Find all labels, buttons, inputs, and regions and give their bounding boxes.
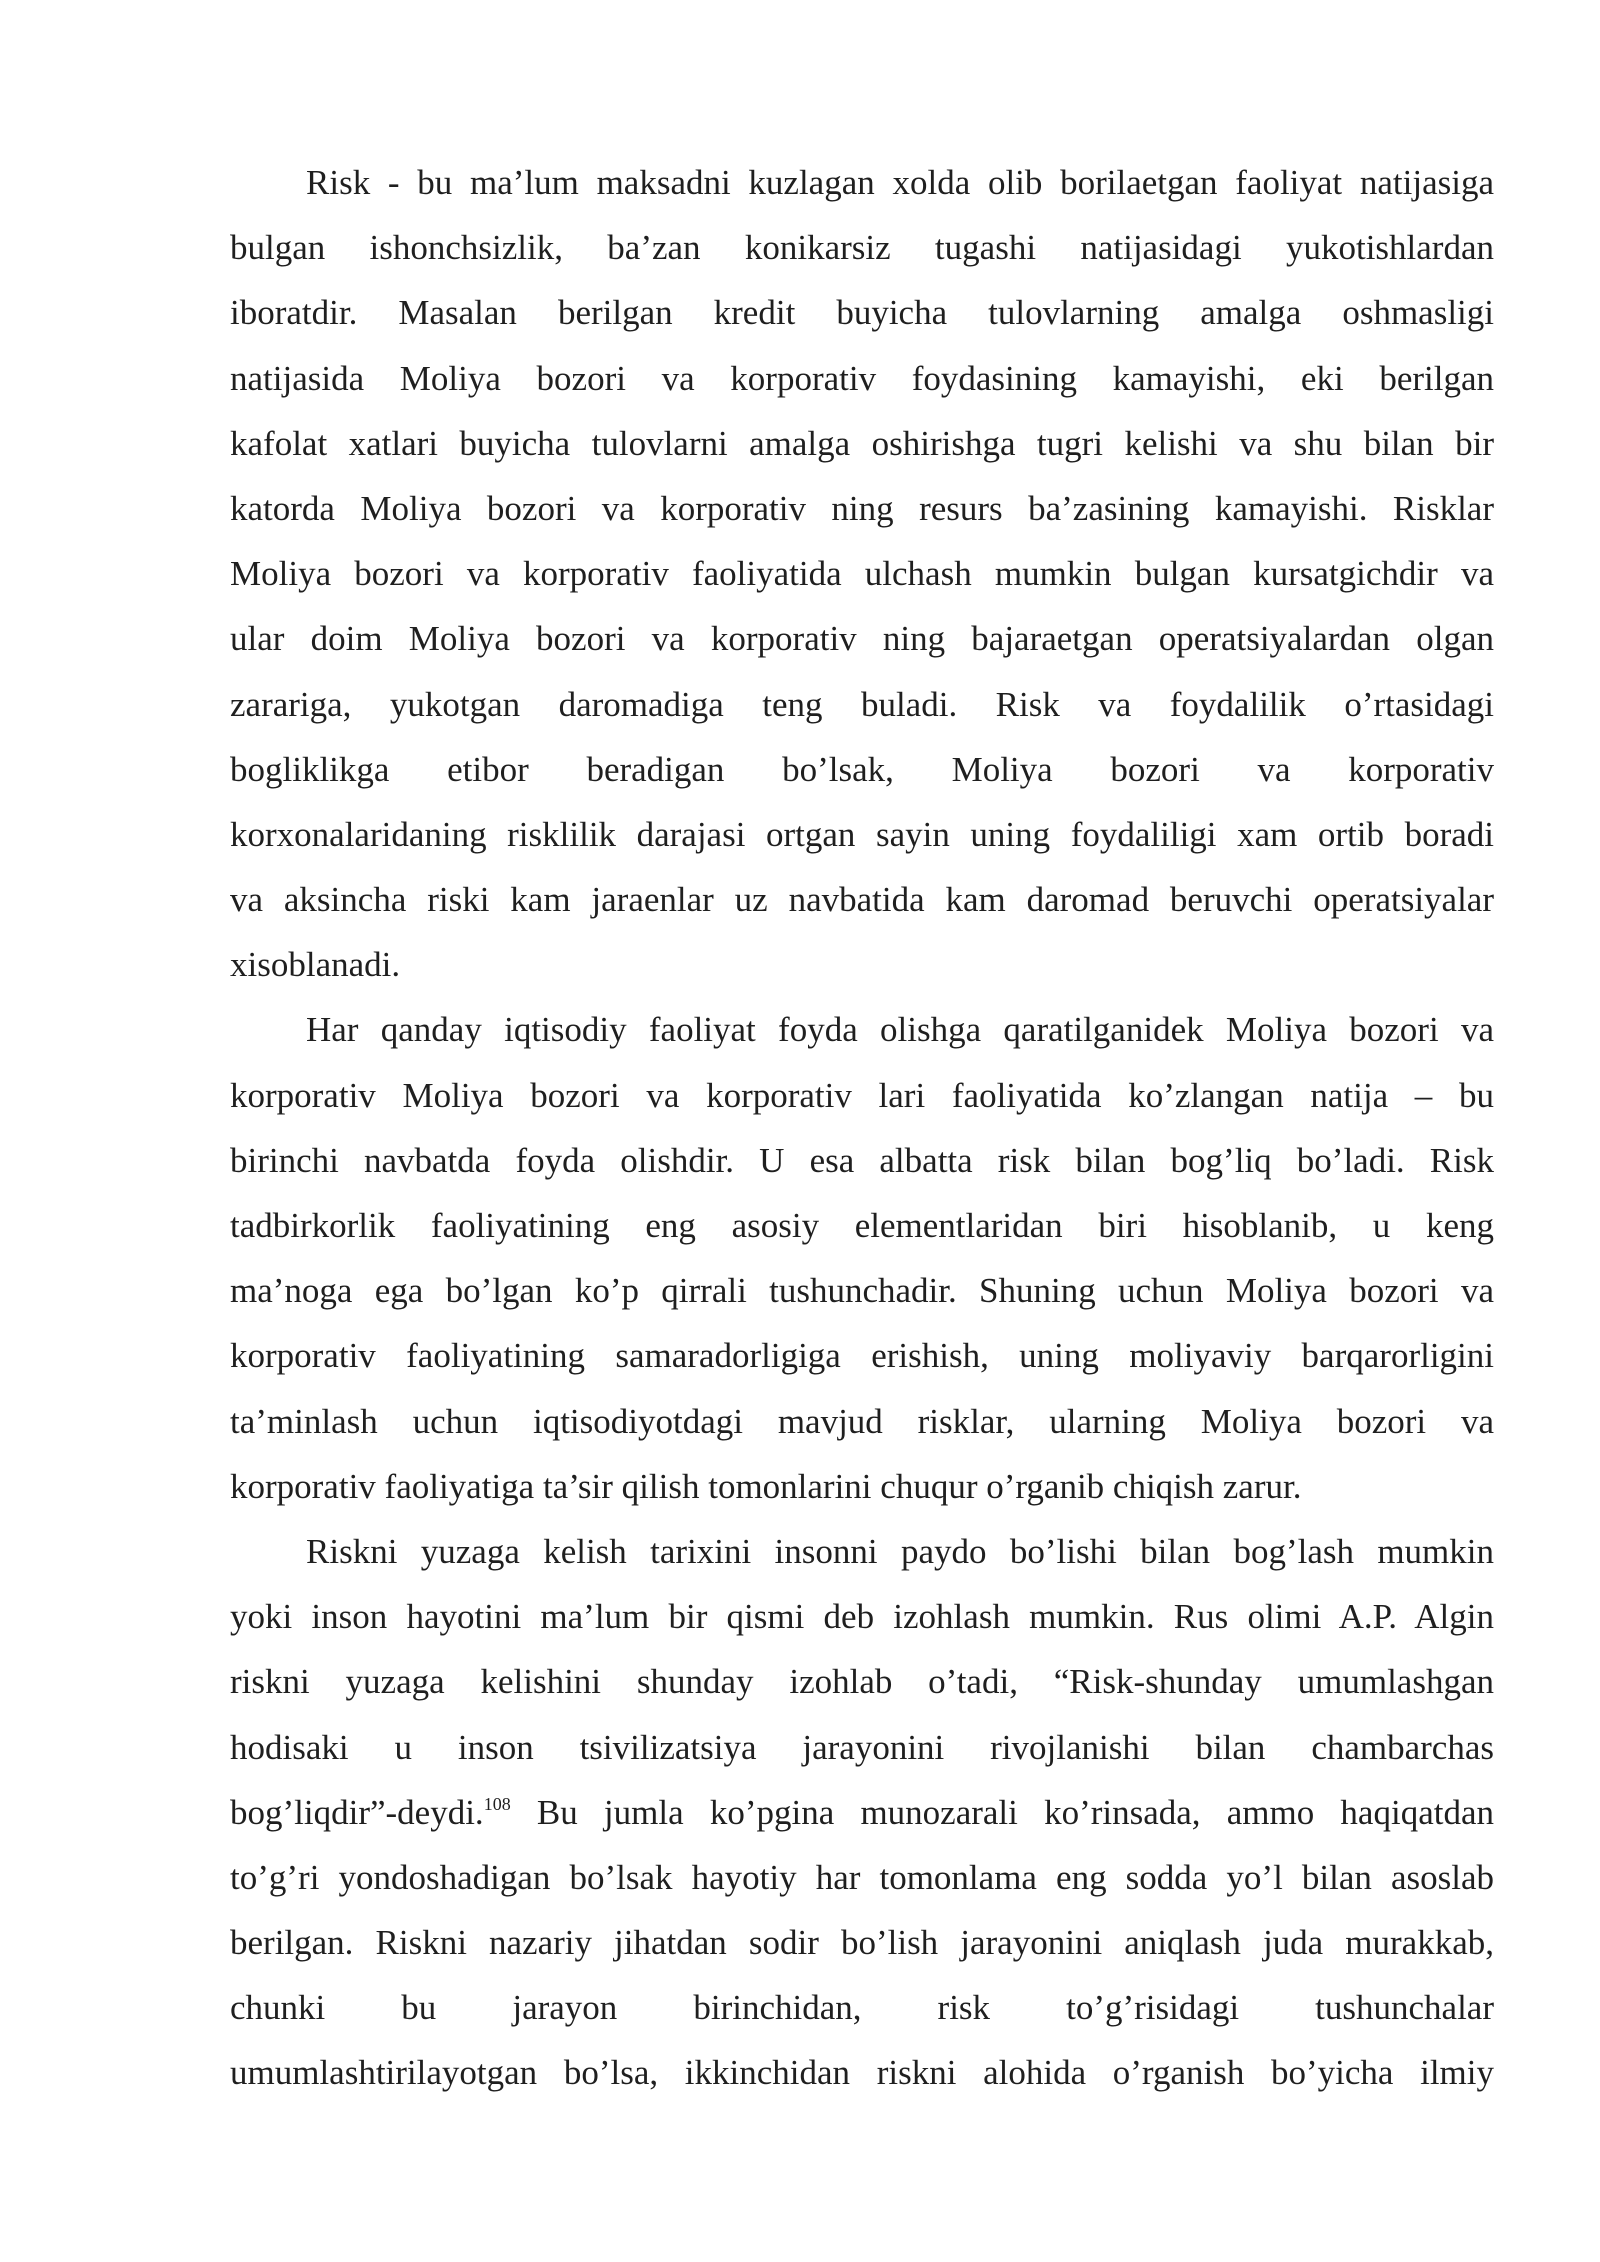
- text-line: va aksincha riski kam jaraenlar uz navbatida kam daromad beruvchi operatsiyalar: [230, 880, 1494, 920]
- text-line: bogliklikga etibor beradigan bo’lsak, Moliya bozori va korporativ: [230, 749, 1494, 789]
- text-line: Risk - bu ma’lum maksadni kuzlagan xolda olib borilaetgan faoliyat natijasiga: [306, 163, 1494, 202]
- text-line: chunki bu jarayon birinchidan, risk to’g’risidagi tushunchalar: [230, 1988, 1494, 2028]
- text-line: korporativ faoliyatiga ta’sir qilish tomonlarini chuqur o’rganib chiqish zarur.: [230, 1466, 1302, 1506]
- text-line: ta’minlash uchun iqtisodiyotdagi mavjud risklar, ularning Moliya bozori va: [230, 1401, 1494, 1441]
- text-line: yoki inson hayotini ma’lum bir qismi deb izohlash mumkin. Rus olimi A.P. Algin: [230, 1597, 1494, 1637]
- text-segment: Bu jumla ko’pgina munozarali ko’rinsada, ammo haqiqatdan: [510, 1792, 1494, 1832]
- text-line: xisoblanadi.: [230, 945, 401, 985]
- text-line: Har qanday iqtisodiy faoliyat foyda olishga qaratilganidek Moliya bozori va: [306, 1010, 1494, 1050]
- text-line: korxonalaridaning risklilik darajasi ortgan sayin uning foydaliligi xam ortib boradi: [230, 814, 1494, 854]
- text-line: bulgan ishonchsizlik, ba’zan konikarsiz tugashi natijasidagi yukotishlardan: [230, 228, 1494, 268]
- text-line: Riskni yuzaga kelish tarixini insonni paydo bo’lishi bilan bog’lash mumkin: [306, 1531, 1494, 1571]
- text-line: zarariga, yukotgan daromadiga teng buladi. Risk va foydalilik o’rtasidagi: [230, 684, 1494, 724]
- text-line: Moliya bozori va korporativ faoliyatida ulchash mumkin bulgan kursatgichdir va: [230, 554, 1494, 594]
- text-segment: bog’liqdir”-deydi.: [230, 1792, 484, 1832]
- text-line: umumlashtirilayotgan bo’lsa, ikkinchidan riskni alohida o’rganish bo’yicha ilmiy: [230, 2053, 1494, 2093]
- text-line: to’g’ri yondoshadigan bo’lsak hayotiy har tomonlama eng sodda yo’l bilan asoslab: [230, 1857, 1494, 1897]
- text-line: ular doim Moliya bozori va korporativ ning bajaraetgan operatsiyalardan olgan: [230, 619, 1494, 659]
- paragraph-1: [230, 150, 1494, 997]
- paragraph-3: [230, 1519, 1494, 2106]
- text-line: korporativ Moliya bozori va korporativ lari faoliyatida ko’zlangan natija – bu: [230, 1075, 1494, 1115]
- text-line: birinchi navbatda foyda olishdir. U esa albatta risk bilan bog’liq bo’ladi. Risk: [230, 1140, 1494, 1180]
- text-line-with-footnote: [230, 1780, 1494, 1845]
- text-line: ma’noga ega bo’lgan ko’p qirrali tushunchadir. Shuning uchun Moliya bozori va: [230, 1271, 1494, 1311]
- text-line: kafolat xatlari buyicha tulovlarni amalga oshirishga tugri kelishi va shu bilan bir: [230, 423, 1494, 463]
- paragraph-2: [230, 997, 1494, 1519]
- text-line: natijasida Moliya bozori va korporativ foydasining kamayishi, eki berilgan: [230, 358, 1494, 398]
- text-line: katorda Moliya bozori va korporativ ning resurs ba’zasining kamayishi. Risklar: [230, 488, 1494, 528]
- text-line: iboratdir. Masalan berilgan kredit buyicha tulovlarning amalga oshmasligi: [230, 293, 1494, 333]
- text-line: hodisaki u inson tsivilizatsiya jarayonini rivojlanishi bilan chambarchas: [230, 1727, 1494, 1767]
- text-line: tadbirkorlik faoliyatining eng asosiy elementlaridan biri hisoblanib, u keng: [230, 1206, 1494, 1245]
- text-line: korporativ faoliyatining samaradorligiga erishish, uning moliyaviy barqarorligini: [230, 1336, 1494, 1376]
- footnote-reference[interactable]: 108: [483, 1793, 511, 1814]
- text-line: riskni yuzaga kelishini shunday izohlab o’tadi, “Risk-shunday umumlashgan: [230, 1662, 1494, 1702]
- text-line: berilgan. Riskni nazariy jihatdan sodir bo’lish jarayonini aniqlash juda murakkab,: [230, 1923, 1494, 1963]
- body-text: [230, 150, 1494, 2106]
